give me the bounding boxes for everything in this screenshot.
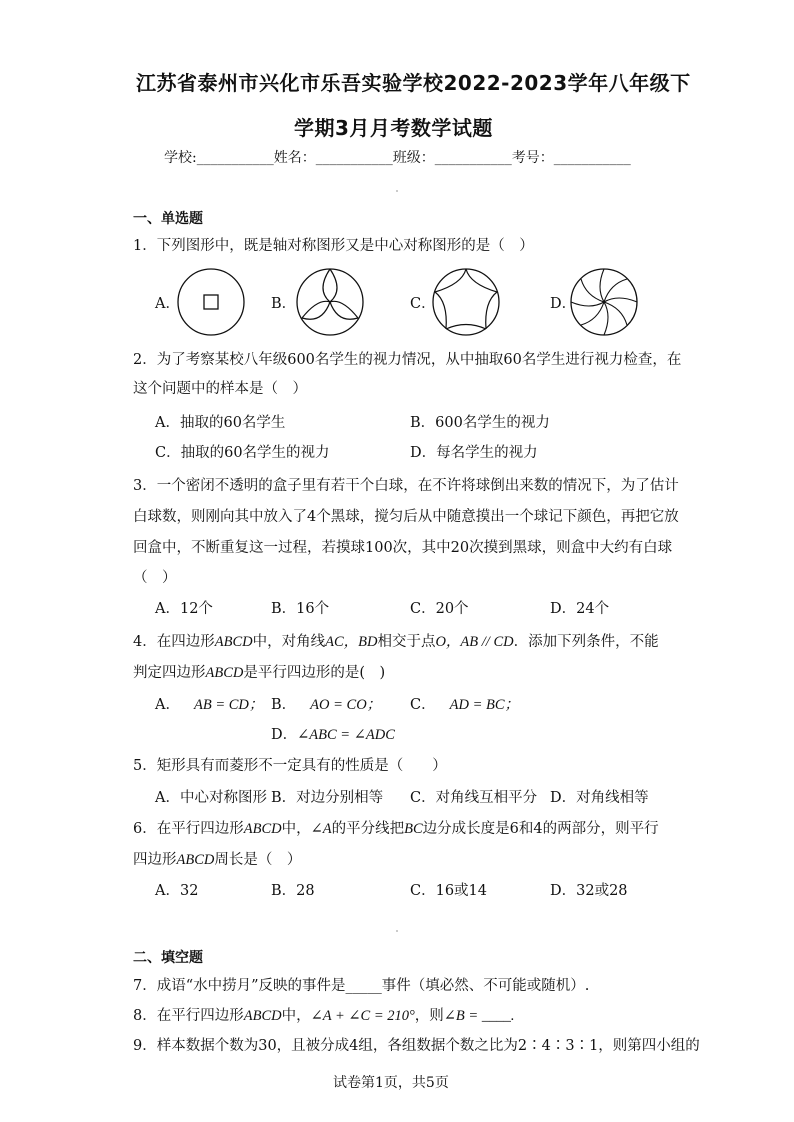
q6-text-1: 6．在平行四边形 [133, 821, 244, 837]
q2-option-d: D．每名学生的视力 [410, 445, 538, 461]
question-2-stem-line2: 这个问题中的样本是（ ） [133, 381, 307, 397]
question-1-stem: 1．下列图形中，既是轴对称图形又是中心对称图形的是（ ） [133, 238, 534, 254]
q8-abcd: ABCD [243, 1008, 282, 1024]
q4-ac-bd: AC，BD [325, 634, 378, 650]
q2-option-a: A．抽取的60名学生 [155, 415, 286, 431]
page-title-line1: 江苏省泰州市兴化市乐吾实验学校2022-2023学年八年级下 [136, 71, 691, 95]
q6-option-c: C．16或14 [410, 883, 487, 899]
student-info-line: 学校:___________姓名：___________班级：___________考号：___________ [164, 150, 631, 166]
q8-text-2: 中， [281, 1008, 311, 1024]
center-mark-2 [396, 930, 398, 932]
q6-option-a: A．32 [155, 883, 199, 899]
q1-figure-d-swirl-icon [568, 266, 640, 338]
q8-text-1: 8．在平行四边形 [133, 1008, 244, 1024]
q6-text-5: 四边形 [133, 852, 177, 868]
question-7: 7．成语“水中捞月”反映的事件是_____事件（填必然、不可能或随机）. [133, 978, 590, 994]
q4-option-b [271, 693, 381, 714]
q1-option-c-label: C． [410, 296, 436, 312]
q4-option-d-label: D． [271, 727, 298, 743]
question-4-stem-line2 [133, 661, 385, 682]
question-3-stem-line2: 白球数，则刚向其中放入了4个黑球，搅匀后从中随意摸出一个球记下颜色，再把它放 [133, 509, 679, 525]
question-3-stem-line3: 回盒中，不断重复这一过程，若摸球100次，其中20次摸到黑球，则盒中大约有白球 [133, 540, 673, 556]
q5-option-b: B．对边分别相等 [271, 790, 384, 806]
q4-option-b-label: B． [271, 697, 297, 713]
q6-option-b: B．28 [271, 883, 315, 899]
q4-text-5: 判定四边形 [133, 665, 206, 681]
q4-text-1: 4．在四边形 [133, 634, 215, 650]
q6-text-3: 的平分线把 [331, 821, 405, 837]
q8-answer-blank: ∠B = ____. [443, 1008, 515, 1024]
q4-text-4: ．添加下列条件，不能 [513, 634, 659, 650]
section-title-fill-in: 二、填空题 [133, 950, 203, 966]
q4-option-a-text: AB = CD； [193, 697, 264, 713]
question-3-stem-line1: 3．一个密闭不透明的盒子里有若干个白球，在不许将球倒出来数的情况下，为了估计 [133, 478, 679, 494]
q4-option-d-text: ∠ABC = ∠ADC [297, 727, 395, 743]
q3-option-b: B．16个 [271, 601, 330, 617]
q5-option-a: A．中心对称图形 [155, 790, 267, 806]
q6-abcd: ABCD [243, 821, 282, 837]
q1-option-b-label: B． [271, 296, 297, 312]
q4-option-d [271, 723, 395, 744]
question-6-stem-line2 [133, 848, 301, 869]
q4-text-6: 是平行四边形的是( ) [243, 665, 386, 681]
section-title-single-choice: 一、单选题 [133, 211, 203, 227]
q6-angle-a: ∠A [310, 821, 332, 837]
q3-option-d: D．24个 [550, 601, 610, 617]
q6-text-2: 中， [281, 821, 311, 837]
q5-option-c: C．对角线互相平分 [410, 790, 538, 806]
q4-option-c-label: C． [410, 697, 436, 713]
q8-expression: ∠A + ∠C = 210° [310, 1008, 415, 1024]
q1-figure-c-pentagon-icon [430, 266, 502, 338]
q2-option-b: B．600名学生的视力 [410, 415, 550, 431]
q6-text-6: 周长是（ ） [214, 852, 302, 868]
q4-option-a [155, 693, 263, 714]
question-8 [133, 1004, 514, 1025]
q5-option-d: D．对角线相等 [550, 790, 649, 806]
page-title-line2: 学期3月月考数学试题 [294, 116, 493, 140]
question-5-stem: 5．矩形具有而菱形不一定具有的性质是（ ） [133, 758, 447, 774]
q4-abcd-2: ABCD [205, 665, 244, 681]
q4-option-c [410, 693, 519, 714]
q6-text-4: 边分成长度是6和4的两部分，则平行 [422, 821, 659, 837]
q4-option-b-text: AO = CO； [310, 697, 382, 713]
q6-abcd-2: ABCD [176, 852, 215, 868]
question-3-stem-line4: （ ） [133, 570, 177, 586]
q4-text-2: 中，对角线 [252, 634, 326, 650]
q4-point-o: O，AB // CD [435, 634, 514, 650]
q1-figure-a-circle-square-icon [175, 266, 247, 338]
q4-text-3: 相交于点 [377, 634, 436, 650]
question-9: 9．样本数据个数为30，且被分成4组，各组数据个数之比为2∶4∶3∶1，则第四小组的 [133, 1038, 700, 1054]
q1-option-d-label: D． [550, 296, 577, 312]
q3-option-a: A．12个 [155, 601, 213, 617]
question-2-stem-line1: 2．为了考察某校八年级600名学生的视力情况，从中抽取60名学生进行视力检查，在 [133, 352, 682, 368]
center-mark [396, 190, 398, 192]
q1-option-a-label: A． [155, 296, 180, 312]
q8-text-3: ，则 [414, 1008, 444, 1024]
question-4-stem-line1 [133, 630, 659, 651]
question-6-stem-line1 [133, 817, 659, 838]
q2-option-c: C．抽取的60名学生的视力 [155, 445, 330, 461]
q4-abcd: ABCD [214, 634, 253, 650]
q6-bc: BC [404, 821, 423, 837]
q4-option-a-label: A． [155, 697, 180, 713]
q3-option-c: C．20个 [410, 601, 469, 617]
q6-option-d: D．32或28 [550, 883, 628, 899]
page-footer: 试卷第1页，共5页 [333, 1075, 449, 1091]
q1-figure-b-three-petal-icon [294, 266, 366, 338]
q4-option-c-text: AD = BC； [449, 697, 520, 713]
